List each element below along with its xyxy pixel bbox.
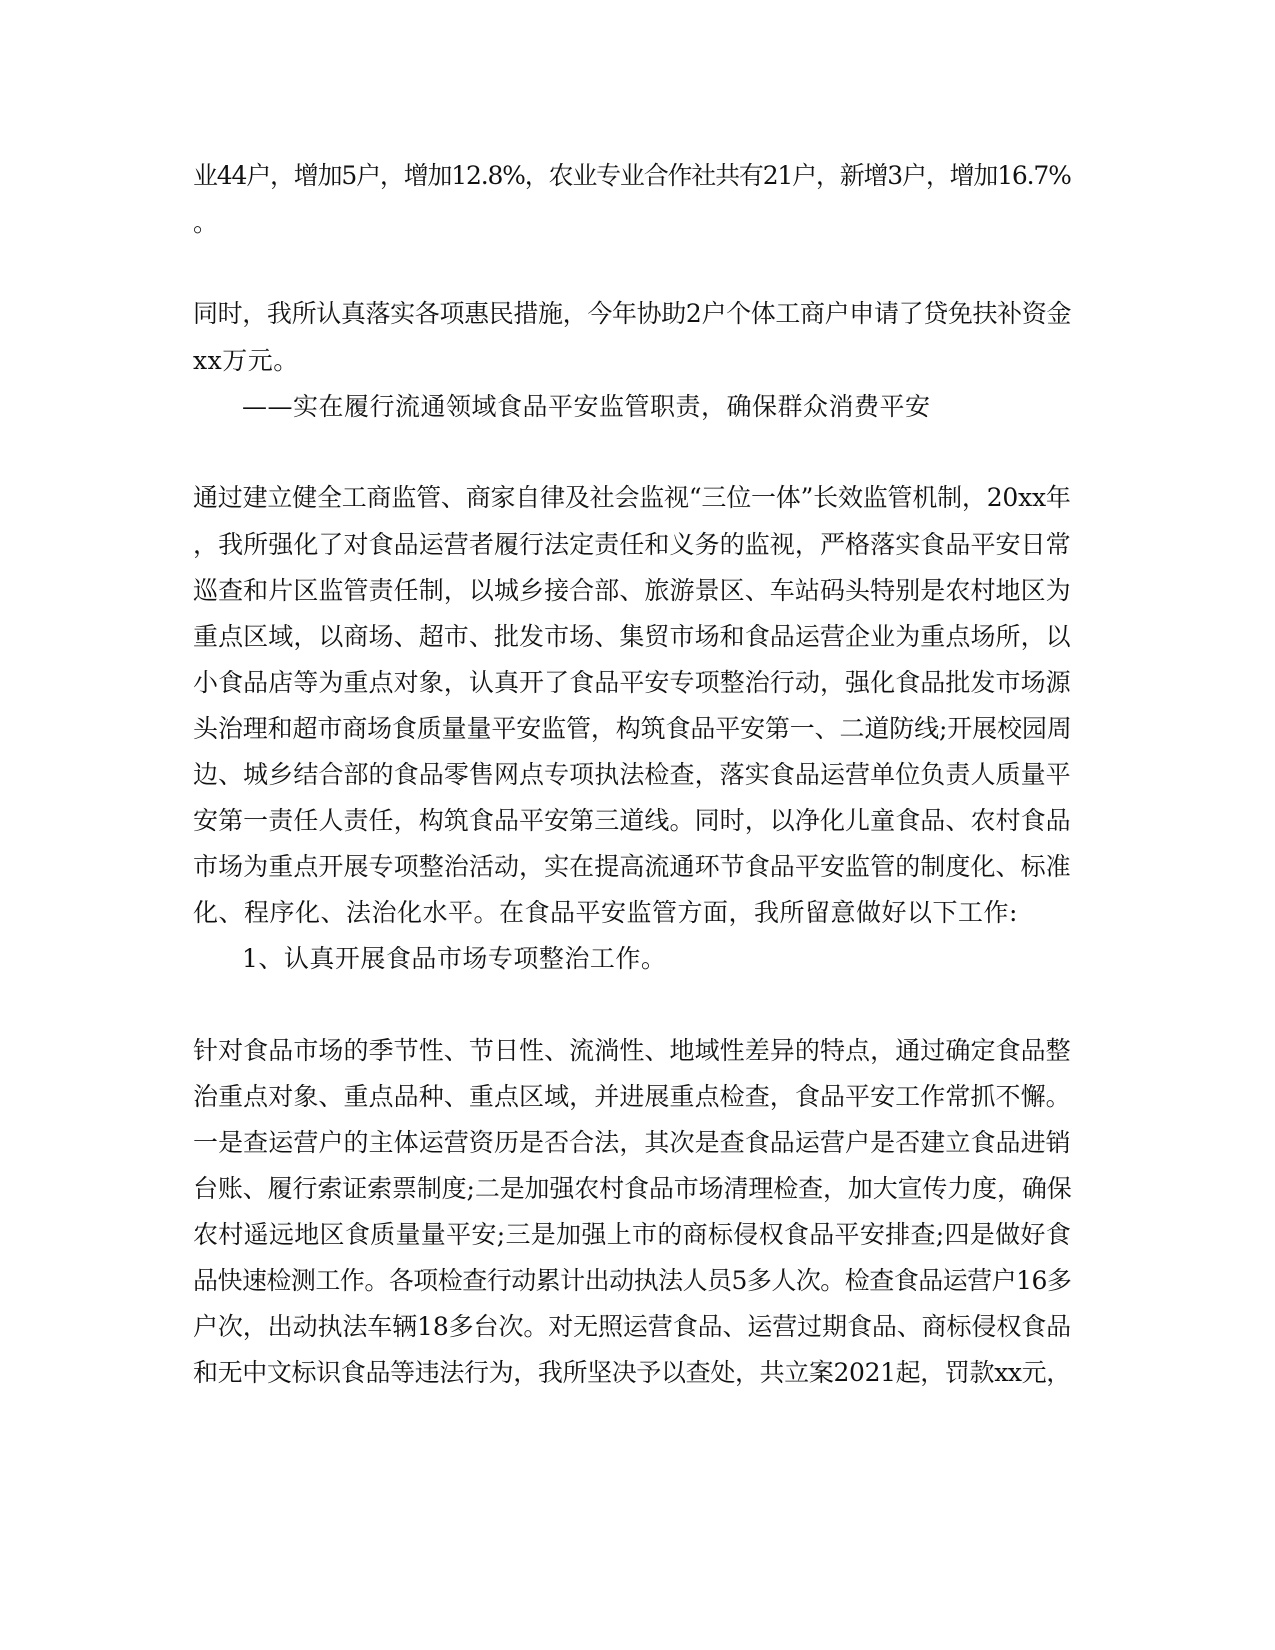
- text-line: 市场为重点开展专项整治活动，实在提高流通环节食品平安监管的制度化、标准: [193, 852, 1071, 881]
- section-heading: 1、认真开展食品市场专项整治工作。: [242, 944, 667, 973]
- text-line: 一是查运营户的主体运营资历是否合法，其次是查食品运营户是否建立食品进销: [193, 1128, 1071, 1157]
- text-line: 农村遥远地区食质量量平安;三是加强上市的商标侵权食品平安排查;四是做好食: [193, 1220, 1072, 1249]
- text-line: 台账、履行索证索票制度;二是加强农村食品市场清理检查，加大宣传力度，确保: [193, 1174, 1072, 1203]
- text-line: 户次，出动执法车辆18多台次。对无照运营食品、运营过期食品、商标侵权食品: [193, 1312, 1072, 1341]
- text-line: ，我所强化了对食品运营者履行法定责任和义务的监视，严格落实食品平安日常: [193, 530, 1071, 559]
- text-line: 品快速检测工作。各项检查行动累计出动执法人员5多人次。检查食品运营户16多: [193, 1266, 1072, 1295]
- text-line: 通过建立健全工商监管、商家自律及社会监视“三位一体”长效监管机制，20xx年: [193, 483, 1071, 512]
- text-line: 巡查和片区监管责任制，以城乡接合部、旅游景区、车站码头特别是农村地区为: [193, 576, 1071, 605]
- text-line: 治重点对象、重点品种、重点区域，并进展重点检查，食品平安工作常抓不懈。: [193, 1082, 1071, 1111]
- text-line: 业44户，增加5户，增加12.8%，农业专业合作社共有21户，新增3户，增加16.7%: [193, 161, 1071, 190]
- text-line: xx万元。: [193, 346, 299, 375]
- section-heading: ——实在履行流通领域食品平安监管职责，确保群众消费平安: [242, 392, 931, 421]
- text-line: 头治理和超市商场食质量量平安监管，构筑食品平安第一、二道防线;开展校园周: [193, 714, 1072, 743]
- text-line: 化、程序化、法治化水平。在食品平安监管方面，我所留意做好以下工作:: [193, 898, 1018, 927]
- text-line: 小食品店等为重点对象，认真开了食品平安专项整治行动，强化食品批发市场源: [193, 668, 1071, 697]
- text-line: 针对食品市场的季节性、节日性、流淌性、地域性差异的特点，通过确定食品整: [193, 1036, 1071, 1065]
- text-line: 。: [193, 208, 219, 237]
- text-line: 重点区域，以商场、超市、批发市场、集贸市场和食品运营企业为重点场所，以: [193, 622, 1071, 651]
- text-line: 边、城乡结合部的食品零售网点专项执法检查，落实食品运营单位负责人质量平: [193, 760, 1071, 789]
- text-line: 安第一责任人责任，构筑食品平安第三道线。同时，以净化儿童食品、农村食品: [193, 806, 1071, 835]
- text-line: 和无中文标识食品等违法行为，我所坚决予以查处，共立案2021起，罚款xx元，: [193, 1358, 1071, 1387]
- text-line: 同时，我所认真落实各项惠民措施，今年协助2户个体工商户申请了贷免扶补资金: [193, 299, 1072, 328]
